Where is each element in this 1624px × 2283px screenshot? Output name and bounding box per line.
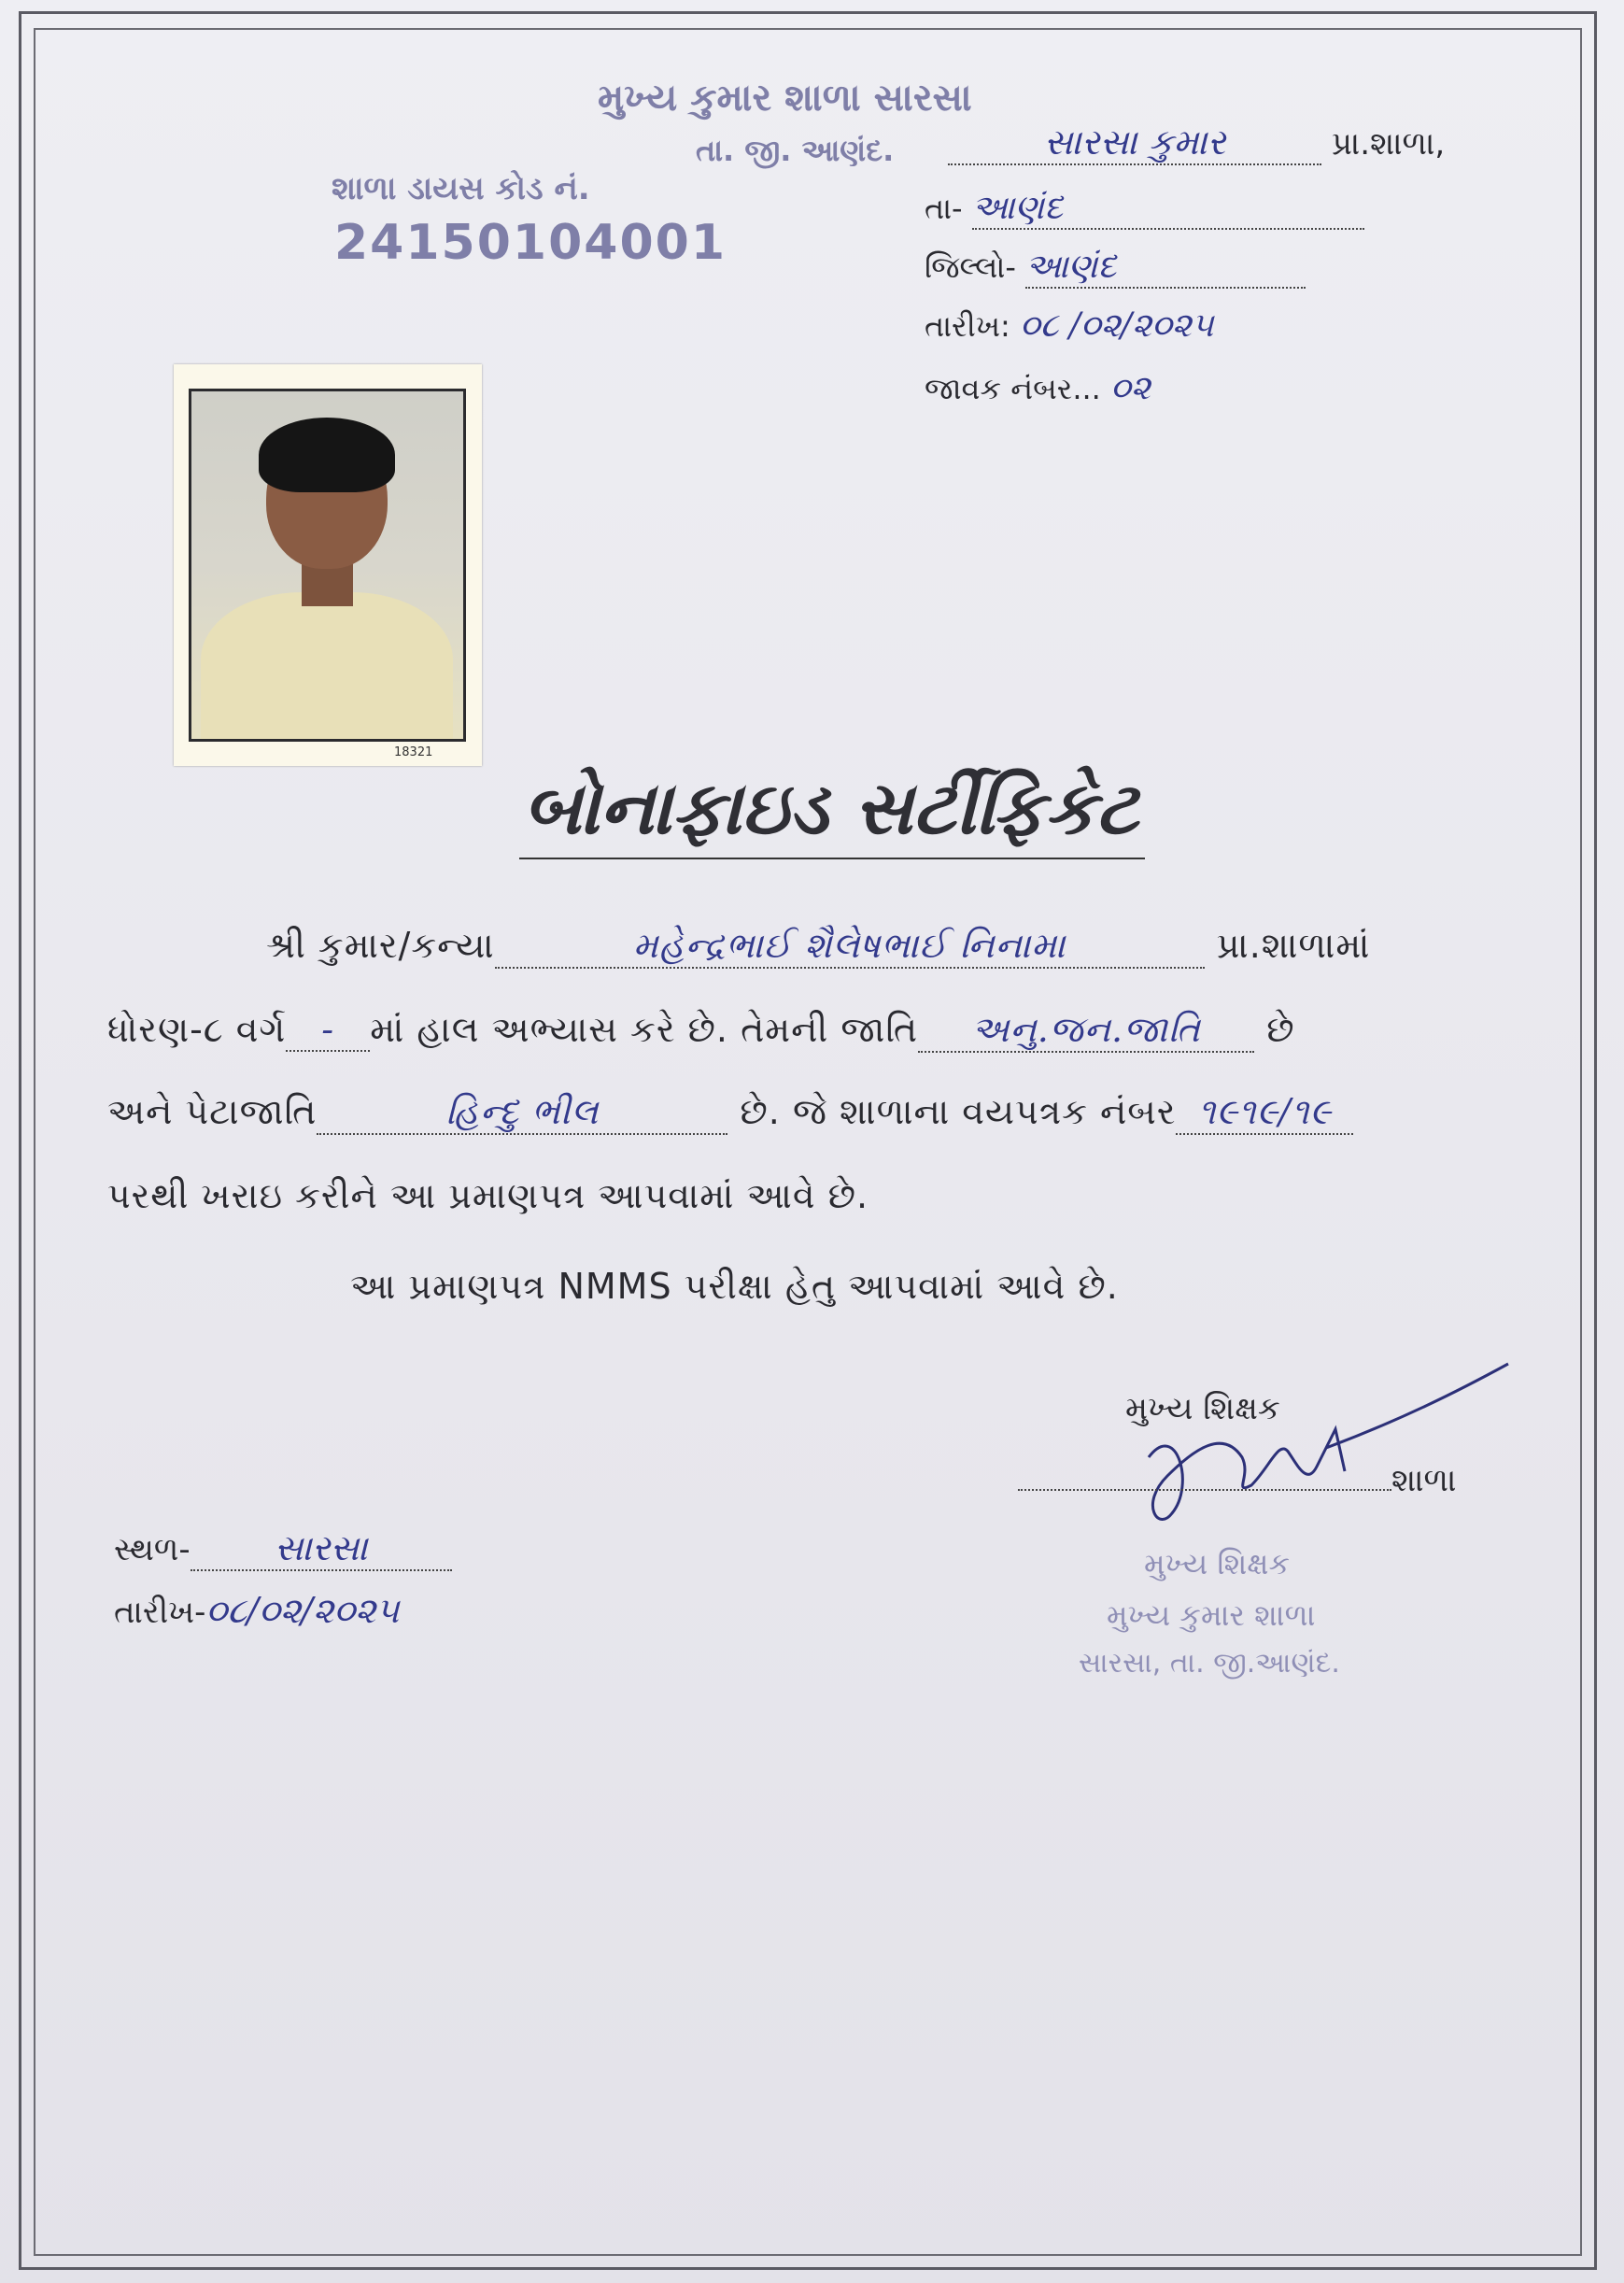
signature-school-suffix: શાળા [1391,1462,1457,1499]
header-taluka-line [925,189,1364,230]
body-line1-suffix: પ્રા.શાળામાં [1216,925,1371,966]
header-date-value: ૦૮ /૦૨/૨૦૨૫ [1020,306,1214,345]
signature-school-line [1018,1462,1456,1499]
body-line3-mid: છે. જે શાળાના વયપત્રક નંબર [740,1091,1177,1132]
school-stamp-place: તા. જી. આણંદ. [696,133,895,168]
header-district-line [925,248,1306,289]
footer-date-line [114,1590,399,1632]
header-outward-value: ૦૨ [1110,369,1151,407]
body-line-5: આ પ્રમાણપત્ર NMMS પરીક્ષા હેતુ આપવામાં આવે છે. [350,1266,1119,1307]
body-line-2 [107,1009,1295,1053]
body-line2-suffix: છે [1266,1009,1295,1050]
division-value: - [286,1009,370,1052]
photo-number: 18321 [394,745,433,759]
student-photo-frame [174,364,482,766]
footer-place-line [114,1527,452,1571]
dise-code-label: શાળા ડાયસ કોડ નં. [332,170,590,207]
school-stamp-name: મુખ્ય કુમાર શાળા સારસા [598,77,972,120]
body-standard-label: ધોરણ-૮ વર્ગ [107,1009,287,1050]
body-line-4: પરથી ખરાઇ કરીને આ પ્રમાણપત્ર આપવામાં આવે છે. [107,1175,869,1216]
caste-value: અનુ.જન.જાતિ [918,1009,1254,1053]
footer-place-value: સારસા [191,1527,452,1571]
body-subcaste-label: અને પેટાજાતિ [107,1091,318,1132]
student-photo [189,389,466,742]
page-border-inner [34,28,1582,2256]
header-school-value: સારસા કુમાર [948,121,1321,165]
signature-mark [1009,1345,1532,1541]
header-school-line [948,121,1445,165]
signature-title: મુખ્ય શિક્ષક [1125,1390,1280,1427]
body-student-prefix: શ્રી કુમાર/કન્યા [266,925,495,966]
signature-stamp-line-3: સારસા, તા. જી.આણંદ. [1079,1647,1340,1680]
header-district-label: જિલ્લો- [925,249,1016,285]
footer-date-value: ૦૮/૦૨/૨૦૨૫ [205,1590,400,1631]
header-taluka-label: તા- [925,191,963,226]
header-district-value: આણંદ [1025,248,1306,289]
header-taluka-value: આણંદ [972,189,1364,230]
signature-stamp-line-1: મુખ્ય શિક્ષક [1144,1546,1291,1581]
subcaste-value: હિન્દુ ભીલ [317,1091,727,1135]
header-school-suffix: પ્રા.શાળા, [1331,125,1446,163]
certificate-title: બોનાફાઇડ સર્ટીફિકેટ [523,766,1138,851]
body-line-3 [107,1091,1353,1135]
footer-date-label: તારીખ- [114,1594,206,1631]
dise-code-value: 24150104001 [334,215,727,271]
header-date-label: તારીખ: [925,308,1010,344]
register-number-value: ૧૯૧૯/૧૯ [1176,1091,1353,1135]
header-outward-line [925,369,1151,408]
title-underline [519,858,1145,859]
header-date-line [925,306,1214,346]
signature-stamp-line-2: મુખ્ય કુમાર શાળા [1107,1597,1316,1633]
footer-place-label: સ્થળ- [114,1531,191,1568]
body-line-1 [266,925,1370,969]
student-name: મહેન્દ્રભાઈ શૈલેષભાઈ નિનામા [495,925,1205,969]
body-line2-mid: માં હાલ અભ્યાસ કરે છે. તેમની જાતિ [370,1009,919,1050]
header-outward-label: જાવક નંબર... [925,371,1101,406]
